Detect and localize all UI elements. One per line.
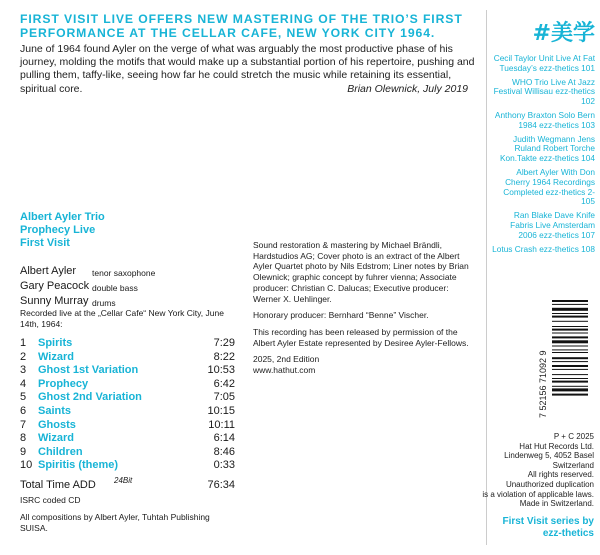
series-item: Cecil Taylor Unit Live At Fat Tuesday’s ezz-thetics 101 (493, 53, 595, 73)
track-row (20, 405, 235, 419)
track-row (20, 337, 235, 351)
series-item: Anthony Braxton Solo Bern 1984 ezz-thetics 103 (494, 109, 595, 130)
series-footer (502, 516, 594, 540)
track-row (20, 459, 235, 473)
musician-name: Sunny Murray (20, 295, 89, 307)
production-credits (253, 240, 475, 382)
track-number: 8 (20, 432, 27, 445)
total-time-label: Total Time ADD (20, 479, 96, 491)
barcode-bar (552, 394, 588, 396)
label-info (474, 432, 594, 509)
personnel-row (20, 280, 155, 295)
album-title-block (20, 211, 105, 250)
track-row (20, 391, 235, 405)
track-number: 10 (20, 459, 33, 472)
headline: FIRST VISIT LIVE OFFERS NEW MASTERING OF THE TRIO’S FIRST PERFORMANCE AT THE CELLAR CAFE, NEW YORK CITY 1964. (20, 12, 463, 40)
barcode-bar (552, 352, 588, 353)
barcode-bar (552, 300, 588, 302)
series-footer-line: First Visit series by (502, 516, 594, 527)
track-row (20, 378, 235, 392)
track-number: 9 (20, 445, 27, 458)
label-info-line: Unauthorized duplication (505, 479, 594, 489)
barcode-bar (552, 316, 588, 318)
label-info-line: All rights reserved. (527, 470, 594, 480)
barcode-bar (552, 381, 588, 383)
barcode-bar (552, 304, 588, 305)
series-item: Lotus Crash ezz-thetics 108 (492, 243, 595, 254)
track-row (20, 364, 235, 378)
recording-info: Recorded live at the „Cellar Cafe“ New York City, June 14th, 1964: (20, 308, 224, 329)
personnel-row (20, 265, 155, 280)
track-row (20, 446, 235, 460)
series-item: Judith Wegmann Jens Ruland Robert Torche Kon.Takte ezz-thetics 104 (499, 133, 595, 164)
track-time: 10:53 (207, 364, 235, 377)
barcode-bar (552, 386, 588, 387)
track-title: Wizard (38, 432, 74, 445)
barcode-bar (552, 333, 588, 334)
label-info-line: Made in Switzerland. (519, 499, 594, 509)
barcode-bar (552, 313, 588, 314)
label-info-line: Hat Hut Records Ltd. (519, 441, 594, 451)
compositions-note: All compositions by Albert Ayler, Tuhtah Publishing SUISA. (20, 512, 210, 533)
barcode-bar (552, 340, 588, 343)
track-title: Spirits (38, 337, 73, 349)
series-item: Albert Ayler With Don Cherry 1964 Recordings Completed ezz-thetics 2-105 (503, 166, 595, 207)
label-info-line: Lindenweg 5, 4052 Basel (504, 451, 594, 461)
track-time: 8:22 (213, 350, 235, 363)
series-item: Ran Blake Dave Knife Fabris Live Amsterdam 2006 ezz-thetics 107 (510, 210, 595, 240)
label-info-line: P + C 2025 (553, 432, 594, 441)
track-title: Children (38, 445, 83, 458)
personnel-list (20, 265, 155, 310)
barcode-bar (552, 336, 588, 338)
barcode-bar (552, 326, 588, 327)
track-time: 6:14 (213, 432, 235, 445)
track-time: 8:46 (213, 445, 235, 458)
track-time: 6:42 (213, 377, 235, 390)
track-row (20, 419, 235, 433)
barcode-bar (552, 321, 588, 322)
barcode-digits: 7 52156 71092 9 (538, 350, 548, 418)
credits-paragraph: Honorary producer: Bernhard “Benne” Vischer. (253, 310, 429, 321)
barcode-bar (552, 329, 588, 331)
credits-paragraph: Sound restoration & mastering by Michael Brändli, Hardstudios AG; Cover photo is an extract of the Albert Ayler Quartet photo by Nils Edstrom; Liner notes by Brian Olewnick; graphic concept by fuhrer vienna; Associate producer: Christian C. Dalucas; Executive producer: Werner X. Uehlinger. (253, 240, 469, 304)
website-link[interactable]: www.hathut.com (253, 365, 316, 376)
isrc-note: ISRC coded CD (20, 495, 81, 505)
album-title-line1: Prophecy Live (20, 224, 96, 236)
artist-name: Albert Ayler Trio (20, 211, 105, 223)
track-row (20, 351, 235, 365)
track-title: Wizard (38, 350, 74, 363)
track-row (20, 432, 235, 446)
track-number: 6 (20, 404, 27, 417)
series-catalog-list (491, 54, 595, 258)
barcode-bar (552, 378, 588, 379)
barcode-bar (552, 369, 588, 370)
barcode-bar (552, 357, 588, 359)
track-title: Ghost 1st Variation (38, 364, 139, 377)
label-info-line: is a violation of applicable laws. (482, 489, 594, 499)
track-number: 3 (20, 364, 27, 377)
track-number: 7 (20, 418, 27, 431)
series-item: WHO Trio Live At Jazz Festival Willisau ezz-thetics 102 (493, 76, 595, 107)
track-time: 10:11 (208, 418, 235, 431)
barcode-bar (552, 349, 588, 350)
track-time: 7:29 (213, 337, 235, 349)
track-number: 2 (20, 350, 27, 363)
credits-paragraph: This recording has been released by permission of the Albert Ayler Estate represented by Desiree Ayler-Fellows. (253, 326, 469, 348)
barcode-bar (552, 365, 588, 367)
track-title: Ghosts (38, 418, 76, 431)
musician-instrument: tenor saxophone (92, 268, 156, 278)
track-number: 5 (20, 391, 27, 404)
track-title: Ghost 2nd Variation (38, 391, 142, 404)
musician-name: Gary Peacock (20, 280, 90, 292)
musician-name: Albert Ayler (20, 265, 77, 277)
barcode-bar (552, 388, 588, 391)
musician-instrument: double bass (92, 283, 138, 293)
album-title-line2: First Visit (20, 237, 70, 249)
bit-depth-logo: 24Bit (114, 476, 133, 485)
barcode-bar (552, 308, 588, 311)
series-footer-brand: ezz-thetics (542, 528, 594, 539)
track-time: 10:15 (207, 404, 235, 417)
barcode-bar (552, 346, 588, 347)
barcode-icon (538, 298, 590, 422)
track-number: 4 (20, 377, 27, 390)
intro-paragraph: June of 1964 found Ayler on the verge of what was arguably the most productive phase of his journey, molding the motifs that would make up a substantial portion of his repertoire, pushing and pulling them, taffy-like, seeing how far he could stretch the music while retaining its essential, spiritual core. (20, 43, 475, 95)
barcode-bar (552, 374, 588, 375)
barcode-bar (552, 361, 588, 362)
track-title: Prophecy (38, 377, 89, 390)
track-number: 1 (20, 337, 27, 349)
label-info-line: Switzerland (552, 460, 594, 470)
track-title: Saints (38, 404, 72, 417)
credits-edition: 2025, 2nd Edition (253, 354, 320, 365)
track-title: Spiritis (theme) (38, 459, 119, 472)
track-time: 7:05 (213, 391, 235, 404)
musician-instrument: drums (92, 298, 116, 308)
total-time-value: 76:34 (207, 479, 235, 491)
label-logo: #美学 (532, 21, 595, 46)
tracklist (20, 337, 235, 473)
track-time: 0:33 (213, 459, 235, 472)
liner-notes-credit: Brian Olewnick, July 2019 (347, 83, 468, 95)
